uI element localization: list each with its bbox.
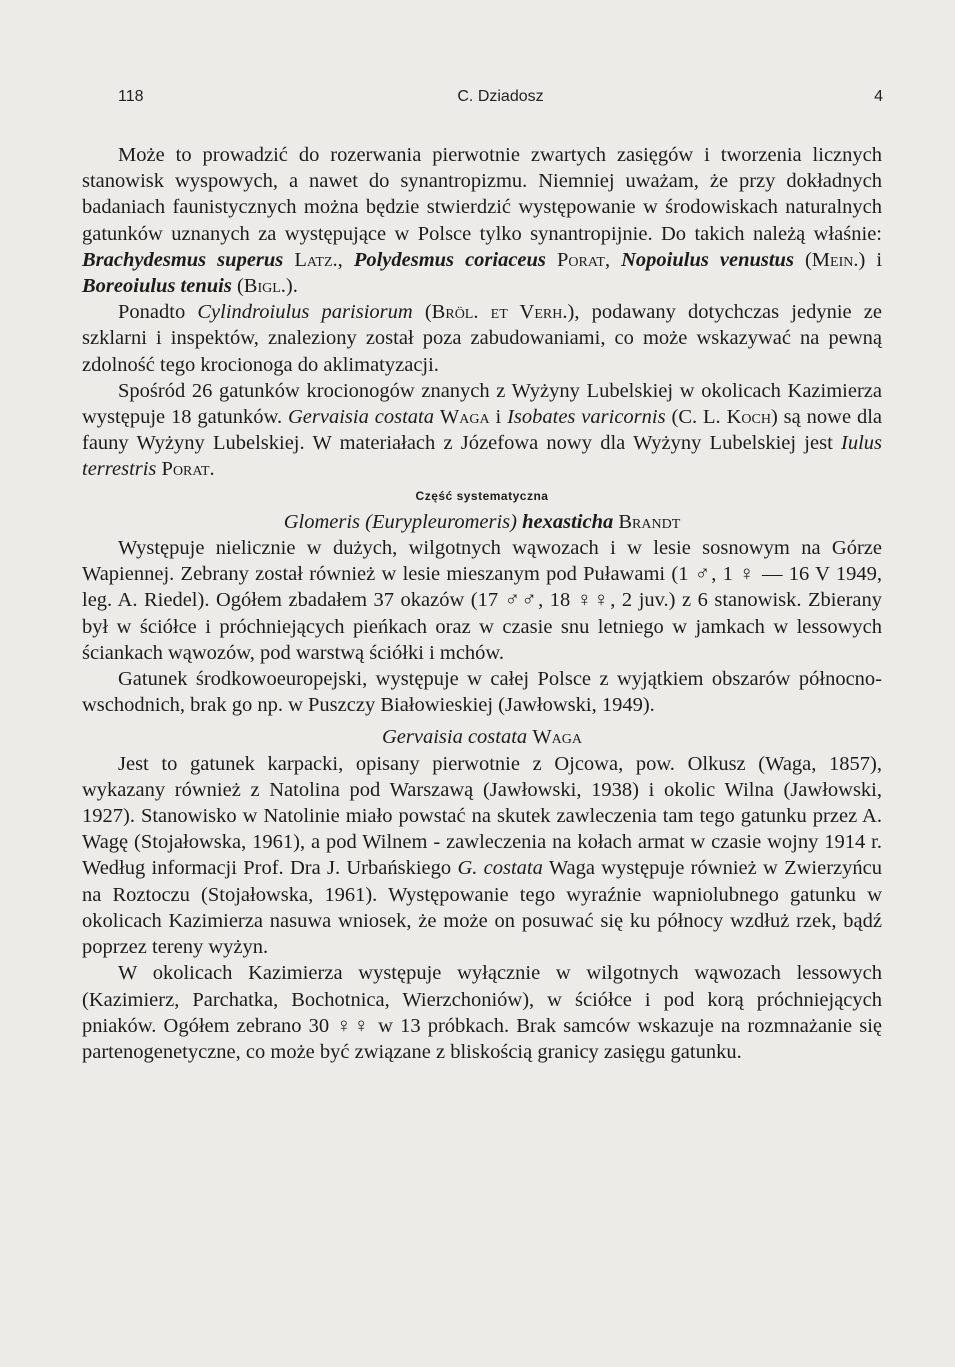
species-name: Isobates varicornis xyxy=(507,406,666,429)
text-run: Waga występuje również w Zwierzyńcu na Roztoczu (Stojałowska, 1961). Występowanie tego wyraźnie wapniolubnego gatunku w okolicach Kazimierza nasuwa wniosek, że może on posuwać się ku północy wzdłuż rzek, bądź poprzez tereny wyżyn. xyxy=(82,857,882,959)
intro-paragraph-1 xyxy=(82,142,882,299)
species-name: Polydesmus coriaceus xyxy=(353,248,546,271)
text-run: Ponadto xyxy=(118,301,198,324)
text-run: . xyxy=(209,458,215,481)
text-run: są nowe dla fauny Wyżyny Lubelskiej. W materiałach z Józefowa nowy dla Wyżyny Lubelskiej jest xyxy=(82,406,883,455)
species-author: (Bigl.) xyxy=(236,275,293,298)
species-name: Gervaisia costata xyxy=(287,406,434,429)
species-author: (C. L. Koch) xyxy=(671,406,778,429)
part-number: 4 xyxy=(874,88,883,105)
species-name: Brachydesmus superus xyxy=(82,248,284,271)
text-run: i xyxy=(865,248,883,271)
text-run: i xyxy=(489,406,508,429)
gervaisia-paragraph-1 xyxy=(82,751,882,961)
genus-name: Glomeris xyxy=(283,510,361,533)
species-heading-gervaisia xyxy=(82,724,882,750)
species-author: Brandt xyxy=(618,510,681,533)
text-run: Spośród 26 gatunków krocionogów znanych z Wyżyny Lubelskiej w okolicach Kazimierza występuje 18 gatunków. xyxy=(82,379,882,429)
species-heading-glomeris xyxy=(82,509,882,535)
species-name: Nopoiulus venustus xyxy=(621,248,794,271)
text-run: Jest to gatunek karpacki, opisany pierwotnie z Ojcowa, pow. Olkusz (Waga, 1857), wykazany również z Natolina pod Warszawą (Jawłowski, 1938) i okolic Wilna (Jawłowski, 1927). Stanowisko w Natolinie miało powstać na skutek zawleczenia tam tego gatunku przez A. Wagę (Stojałowska, 1961), a pod Wilnem - zawleczenia na kołach armat w czasie wojny 1914 r. Według informacji Prof. Dra J. Urbańskiego xyxy=(82,752,882,880)
intro-paragraph-3 xyxy=(82,378,882,483)
article-body xyxy=(82,142,882,1065)
species-author: Waga xyxy=(532,726,582,749)
species-author: Porat xyxy=(556,248,605,271)
text-run: , podawany dotychczas jedynie ze szklarni i inspektów, znaleziony został poza zabudowaniami, co może wskazywać na pewną zdolność tego krocionoga do aklimatyzacji. xyxy=(82,301,882,376)
species-author: (Mein.) xyxy=(804,248,866,271)
glomeris-paragraph-2: Gatunek środkowoeuropejski, występuje w całej Polsce z wyjątkiem obszarów północno-wschodnich, brak go np. w Puszczy Białowieskiej (Jawłowski, 1949). xyxy=(82,668,882,717)
species-author: Porat xyxy=(161,458,210,481)
species-epithet: hexasticha xyxy=(522,510,614,533)
species-name: Boreoiulus tenuis xyxy=(82,275,232,298)
species-name: Gervaisia costata xyxy=(381,726,528,749)
species-author: Waga xyxy=(439,406,490,429)
subgenus-name: (Eurypleuromeris) xyxy=(365,510,517,533)
species-author: Latz. xyxy=(294,248,338,271)
species-author: (Bröl. et Verh.) xyxy=(424,301,575,324)
species-name: Cylindroiulus parisiorum xyxy=(197,301,413,324)
running-header xyxy=(118,88,883,114)
species-name: Iulus terrestris xyxy=(82,432,882,481)
running-author: C. Dziadosz xyxy=(457,88,544,105)
page-number: 118 xyxy=(118,88,144,105)
species-name: G. costata xyxy=(457,857,543,880)
intro-paragraph-2 xyxy=(82,299,882,378)
section-title: Część systematyczna xyxy=(415,488,549,503)
text-run: Może to prowadzić do rozerwania pierwotnie zwartych zasięgów i tworzenia licznych stanowisk wyspowych, a nawet do synantropizmu. Niemniej uważam, że przy dokładnych badaniach faunistycznych można będzie stwierdzić występowanie w środowiskach naturalnych gatunków uznanych za występujące w Polsce tylko synantropijnie. Do takich należą właśnie: xyxy=(82,144,882,245)
text-run: , xyxy=(337,248,354,271)
gervaisia-paragraph-2: W okolicach Kazimierza występuje wyłącznie w wilgotnych wąwozach lessowych (Kazimierz, Parchatka, Bochotnica, Wierzchoniów), w ściółce i pod korą próchniejących pniaków. Ogółem zebrano 30 ♀♀ w 13 próbkach. Brak samców wskazuje na rozmnażanie się partenogenetyczne, co może być związane z bliskością granicy zasięgu gatunku. xyxy=(82,962,882,1063)
text-run: , xyxy=(604,248,622,271)
glomeris-paragraph-1: Występuje nielicznie w dużych, wilgotnych wąwozach i w lesie sosnowym na Górze Wapiennej. Zebrany został również w lesie mieszanym pod Puławami (1 ♂, 1 ♀ — 16 V 1949, leg. A. Riedel). Ogółem zbadałem 37 okazów (17 ♂♂, 18 ♀♀, 2 juv.) z 6 stanowisk. Zbierany był w ściółce i próchniejących pieńkach oraz w czasie snu letniego w jamkach w lessowych ściankach wąwozów, pod warstwą ściółki i mchów. xyxy=(82,537,882,664)
text-run: . xyxy=(292,275,298,298)
